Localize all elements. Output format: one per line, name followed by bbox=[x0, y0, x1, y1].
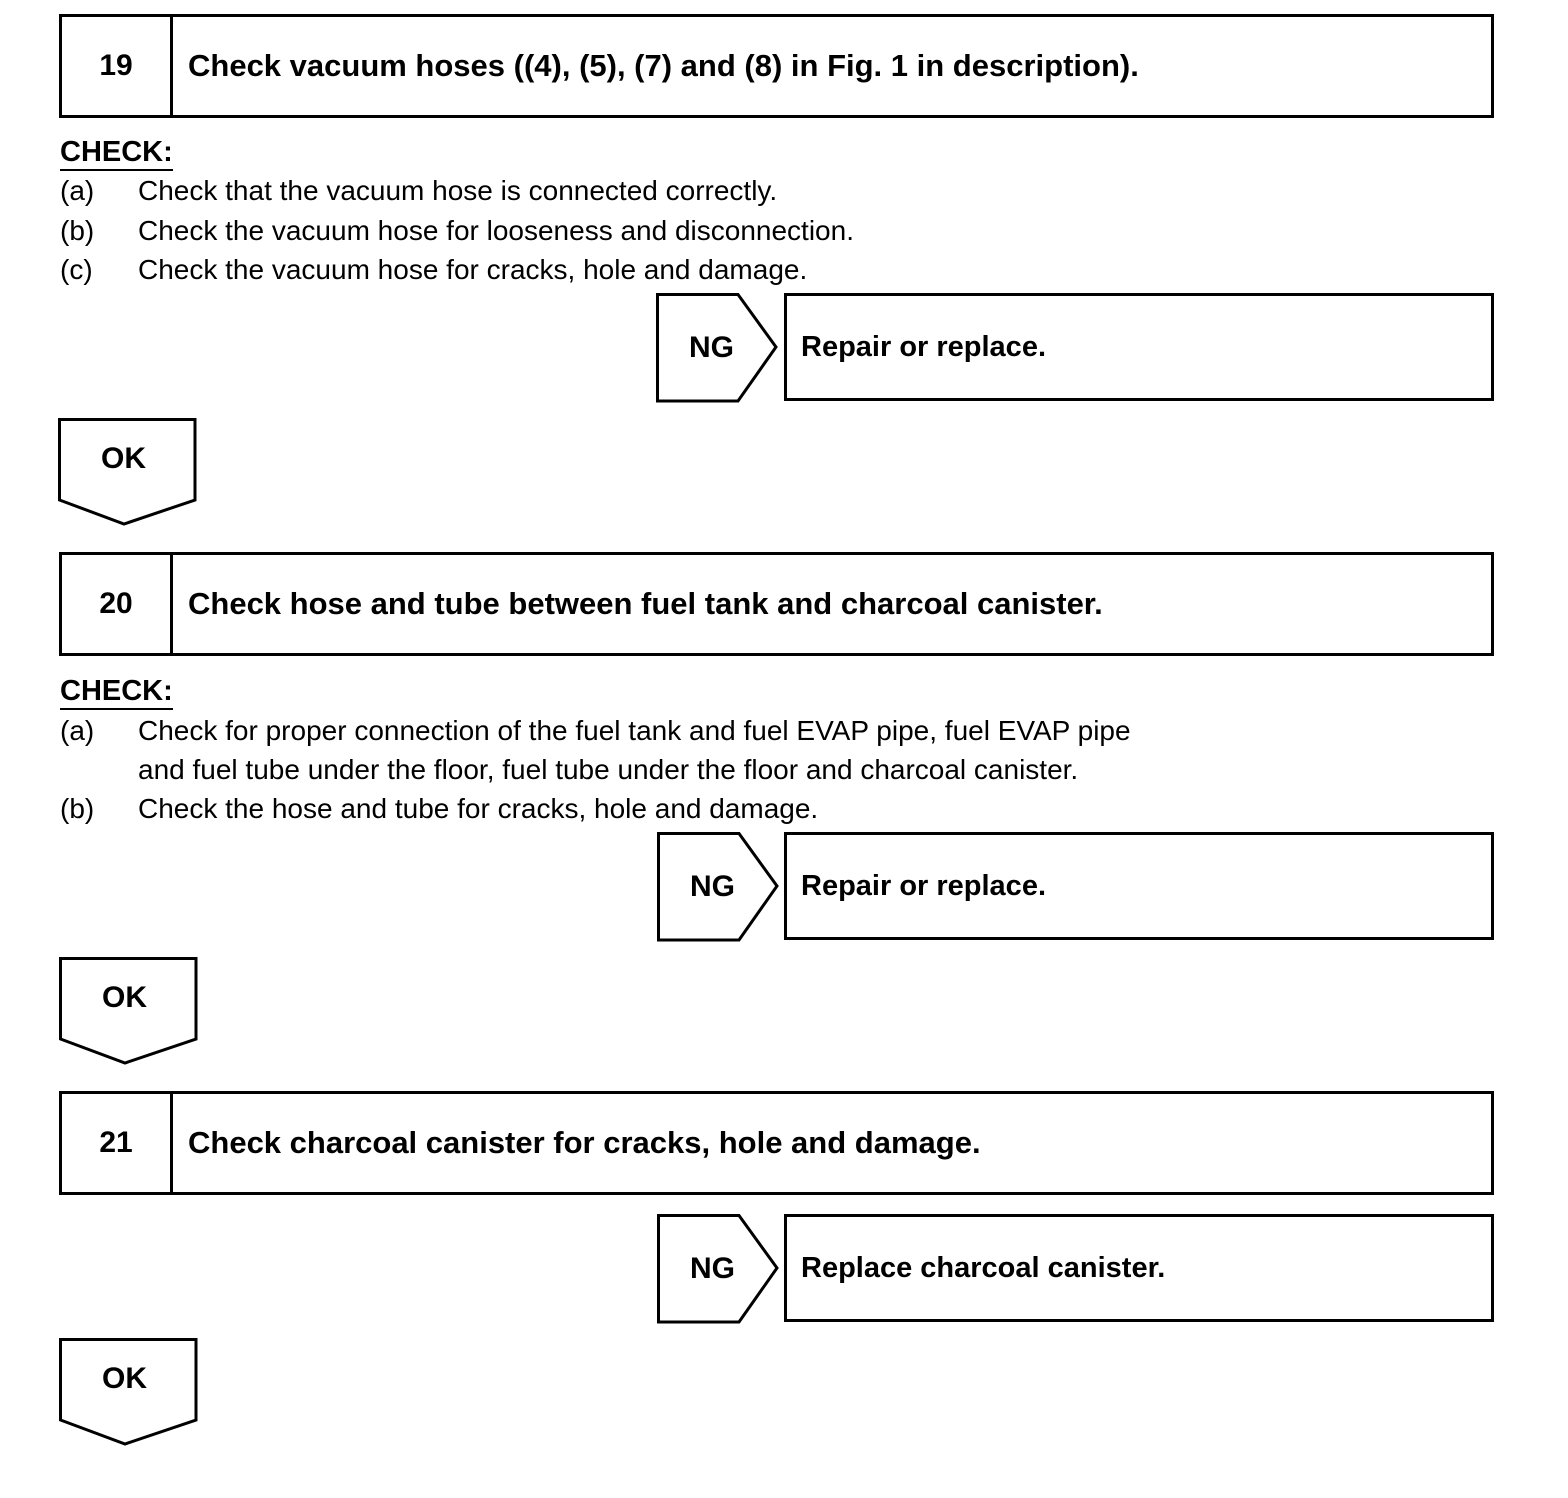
ok-label: OK bbox=[101, 442, 146, 475]
check-item-label: (a) bbox=[60, 175, 95, 206]
check-item-text: Check for proper connection of the fuel tank and fuel EVAP pipe, fuel EVAP pipe bbox=[138, 715, 1131, 746]
check-item-text: Check the vacuum hose for cracks, hole and damage. bbox=[138, 254, 808, 285]
ng-result-box bbox=[784, 1214, 1494, 1322]
step-19-box bbox=[59, 14, 1494, 118]
ok-label: OK bbox=[102, 981, 147, 1014]
check-item-label: (c) bbox=[60, 254, 93, 285]
check-item-label: (a) bbox=[60, 715, 95, 746]
check-item-text: Check that the vacuum hose is connected correctly. bbox=[138, 175, 778, 206]
step-title: Check vacuum hoses ((4), (5), (7) and (8) in Fig. 1 in description). bbox=[188, 48, 1139, 83]
step-number: 20 bbox=[62, 555, 173, 653]
check-item-label: (b) bbox=[60, 215, 95, 246]
check-item-text: Check the vacuum hose for looseness and disconnection. bbox=[138, 215, 854, 246]
ng-result-box bbox=[784, 293, 1494, 401]
check-item-label: (b) bbox=[60, 793, 95, 824]
ng-action-text: Repair or replace. bbox=[801, 869, 1046, 902]
check-item-text: Check the hose and tube for cracks, hole and damage. bbox=[138, 793, 819, 824]
ng-label: NG bbox=[690, 870, 735, 903]
ng-action-text: Replace charcoal canister. bbox=[801, 1251, 1166, 1284]
ng-result-box bbox=[784, 832, 1494, 940]
step-number: 21 bbox=[62, 1094, 173, 1192]
check-heading: CHECK: bbox=[60, 675, 173, 710]
ng-label: NG bbox=[690, 1252, 735, 1285]
step-title: Check hose and tube between fuel tank and charcoal canister. bbox=[188, 586, 1103, 621]
check-item-text: and fuel tube under the floor, fuel tube under the floor and charcoal canister. bbox=[138, 754, 1079, 785]
step-number: 19 bbox=[62, 17, 173, 115]
ng-action-text: Repair or replace. bbox=[801, 330, 1046, 363]
step-20-box bbox=[59, 552, 1494, 656]
step-title: Check charcoal canister for cracks, hole and damage. bbox=[188, 1125, 981, 1160]
check-heading: CHECK: bbox=[60, 136, 173, 171]
ng-label: NG bbox=[689, 331, 734, 364]
step-21-box bbox=[59, 1091, 1494, 1195]
ok-label: OK bbox=[102, 1362, 147, 1395]
